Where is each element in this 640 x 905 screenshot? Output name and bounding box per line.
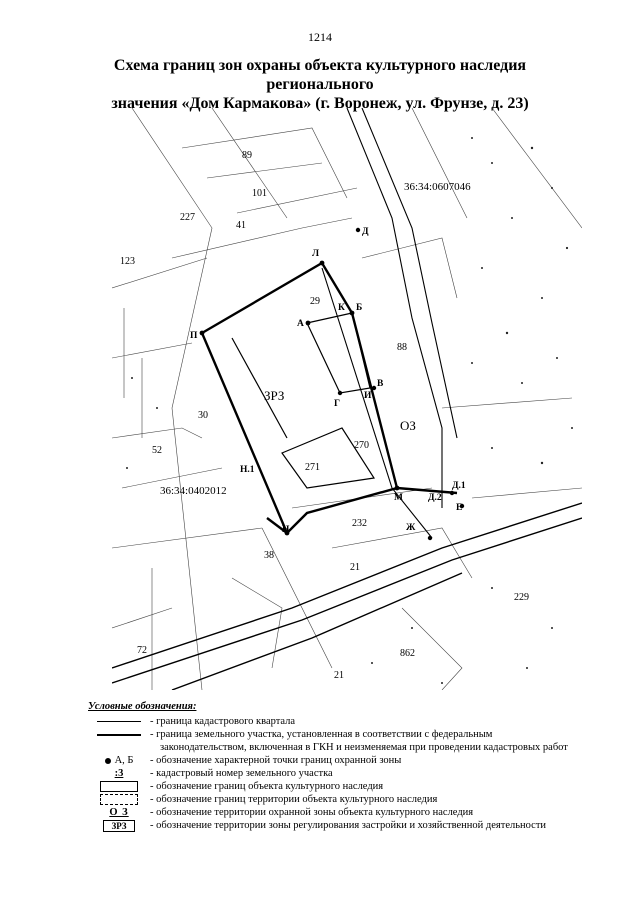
cadastral-map (112, 108, 582, 690)
parcel-label: 101 (252, 188, 267, 199)
parcel-label: 41 (236, 220, 246, 231)
legend-row-heritage (88, 780, 618, 793)
zone-boundary (202, 263, 457, 533)
parcel-label: 123 (120, 256, 135, 267)
point-label: Г (334, 399, 341, 409)
heritage-boundary (232, 313, 374, 488)
cadastral-symbol: :3 (114, 768, 124, 779)
zrz-symbol: ЗРЗ (103, 820, 134, 832)
legend-text-continued: законодательством, включенная в ГКН и неизменяемая при проведении кадастровых работ (160, 742, 568, 753)
parcel-label: 227 (180, 212, 195, 223)
parcel-label: 38 (264, 550, 274, 561)
point-label: Н.1 (240, 465, 255, 475)
road-lines (112, 503, 582, 690)
parcel-label: 29 (310, 296, 320, 307)
parcel-label: 52 (152, 445, 162, 456)
point-label: Б (356, 303, 363, 313)
legend-row-parcel (88, 728, 618, 741)
parcel-label: 21 (334, 670, 344, 681)
parcel-label: 30 (198, 410, 208, 421)
legend-row-zrz (88, 819, 618, 832)
title-line-2: значения «Дом Кармакова» (г. Воронеж, ул. Фрунзе, д. 23) (111, 95, 529, 112)
legend-row-territory (88, 793, 618, 806)
legend-text: - граница земельного участка, установленная в соответствии с федеральным (150, 729, 493, 740)
legend-text: - кадастровый номер земельного участка (150, 768, 333, 779)
title-line-1: Схема границ зон охраны объекта культурного наследия регионального (113, 57, 527, 93)
page-title (60, 56, 580, 113)
point-label: Д.1 (452, 481, 466, 491)
zone-label-oz: ОЗ (400, 418, 416, 433)
quarter-label-2: 36:34:0402012 (160, 485, 227, 497)
point-label: Ж (406, 523, 416, 533)
point-label: И (364, 391, 372, 401)
point-label: М (394, 493, 403, 503)
characteristic-points (200, 228, 465, 540)
zone-label-zrz: ЗРЗ (264, 388, 285, 403)
point-label: Д.2 (428, 493, 442, 503)
territory-box-symbol (100, 794, 138, 805)
quarter-boundary-symbol (97, 721, 141, 722)
point-label: Л (312, 249, 320, 259)
legend-text: - обозначение территории зоны регулирования застройки и хозяйственной деятельности (150, 820, 547, 831)
legend-row-quarter (88, 715, 618, 728)
parcel-boundary-symbol (97, 734, 141, 736)
legend (88, 700, 618, 832)
quarter-boundaries (322, 108, 457, 538)
point-label: К (338, 303, 345, 313)
page-number: 1214 (308, 30, 332, 44)
parcel-label: 89 (242, 150, 252, 161)
point-label: Н (282, 525, 290, 535)
parcel-label: 232 (352, 518, 367, 529)
point-label: А (297, 319, 304, 329)
legend-text: - обозначение границ территории объекта культурного наследия (150, 794, 438, 805)
parcel-label: 271 (305, 462, 320, 473)
parcel-label: 229 (514, 592, 529, 603)
parcel-label: 88 (397, 342, 407, 353)
point-label: В (377, 379, 384, 389)
parcel-label: 862 (400, 648, 415, 659)
legend-row-oz (88, 806, 618, 819)
legend-text: - обозначение характерной точки границ охранной зоны (150, 755, 402, 766)
legend-row-point (88, 754, 618, 767)
oz-symbol: О З (109, 807, 129, 818)
parcel-label-group (120, 150, 529, 681)
legend-text: - обозначение территории охранной зоны объекта культурного наследия (150, 807, 474, 818)
legend-text: - обозначение границ объекта культурного наследия (150, 781, 384, 792)
parcel-label: 270 (354, 440, 369, 451)
legend-row-cadastral (88, 767, 618, 780)
parcel-label: 72 (137, 645, 147, 656)
point-symbol-label: А, Б (114, 755, 134, 766)
point-label: Д (362, 227, 369, 237)
legend-title: Условные обозначения: (88, 701, 197, 712)
heritage-box-symbol (100, 781, 138, 792)
point-dot-icon (105, 758, 111, 764)
point-label: П (190, 331, 198, 341)
point-label: Е (456, 503, 463, 513)
parcel-label: 21 (350, 562, 360, 573)
map-canvas (112, 108, 582, 690)
quarter-label-1: 36:34:0607046 (404, 181, 471, 193)
legend-text: - граница кадастрового квартала (150, 716, 296, 727)
